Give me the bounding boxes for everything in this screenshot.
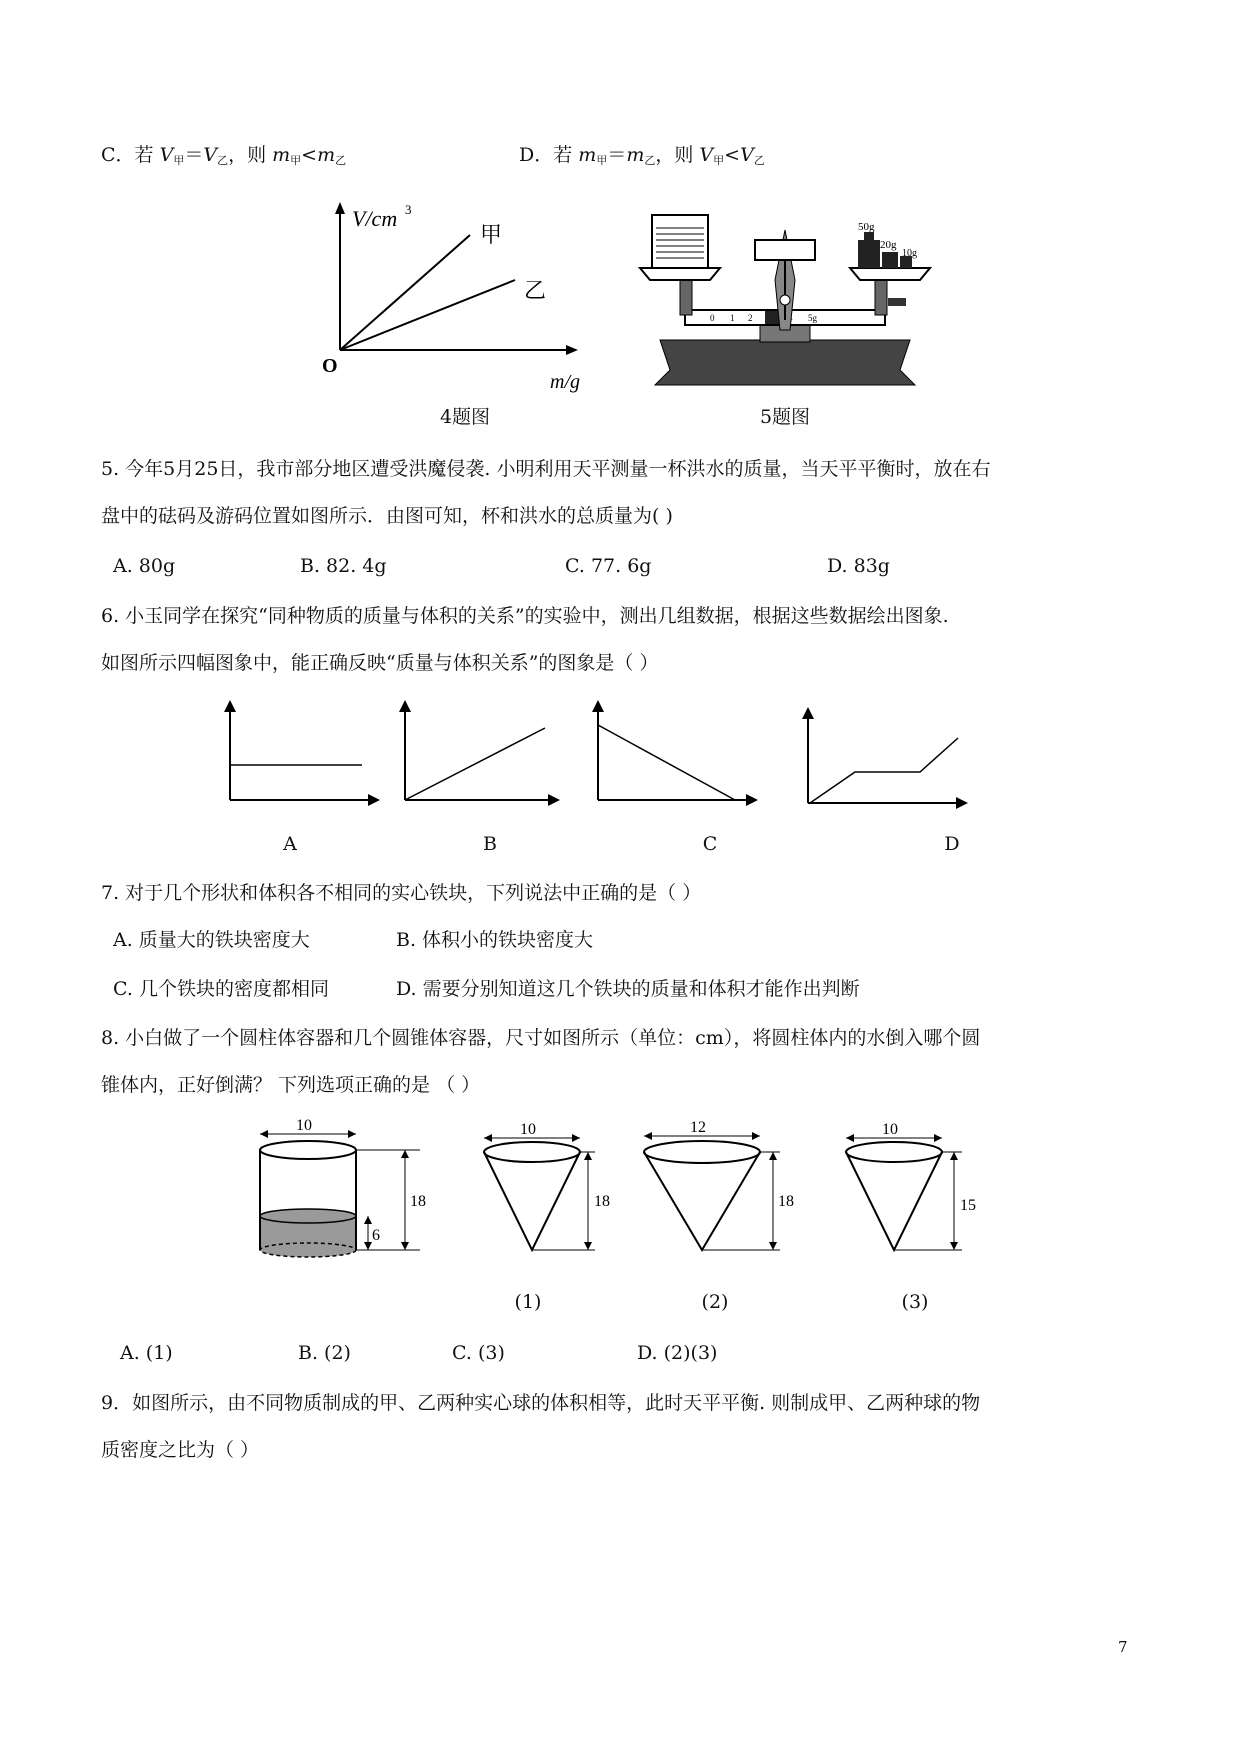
svg-text:1: 1	[730, 313, 735, 323]
fig5-weight-50g: 50g	[858, 221, 875, 233]
q4-option-d: D．若 $m_甲=m_乙$，则 $V_甲<V_乙$	[519, 144, 765, 167]
q5-option-c: C. 77. 6g	[565, 555, 652, 577]
fig5-balance	[640, 220, 930, 395]
q5-line1: 5. 今年5月25日，我市部分地区遭受洪魔侵袭. 小明利用天平测量一杯洪水的质量，当天平平衡时，放在右	[101, 458, 991, 480]
fig4-jia-label: 甲	[480, 222, 503, 247]
q6-line2: 如图所示四幅图象中，能正确反映“质量与体积关系”的图象是（ ）	[101, 652, 659, 674]
q8-cone-3-label: (3)	[901, 1291, 929, 1313]
q8-option-b: B. (2)	[298, 1342, 351, 1364]
q6-graph-b	[399, 700, 560, 806]
q8-cone-3-height: 15	[960, 1197, 976, 1214]
q5-line2: 盘中的砝码及游码位置如图所示．由图可知，杯和洪水的总质量为( )	[101, 505, 673, 527]
q6-graphs	[220, 700, 990, 815]
q8-cylinder-height: 18	[410, 1193, 426, 1210]
q7-line1: 7. 对于几个形状和体积各不相同的实心铁块，下列说法中正确的是（ ）	[101, 882, 702, 904]
q8-option-c: C. (3)	[452, 1342, 505, 1364]
fig4-x-label: m/g	[550, 371, 580, 393]
q6-label-c: C	[702, 833, 718, 855]
q6-label-a: A	[283, 833, 297, 855]
svg-text:0: 0	[710, 313, 715, 323]
fig4-line-jia	[340, 235, 470, 350]
q8-cone-2-label: (2)	[701, 1291, 729, 1313]
q5-option-b: B. 82. 4g	[300, 555, 387, 577]
q8-cone-2	[644, 1119, 794, 1250]
q5-option-d: D. 83g	[827, 555, 890, 577]
svg-text:2: 2	[748, 313, 753, 323]
q8-line1: 8. 小白做了一个圆柱体容器和几个圆锥体容器，尺寸如图所示（单位：cm），将圆柱体内的水倒入哪个圆	[101, 1027, 981, 1049]
q6-graph-c	[592, 700, 758, 806]
q7-option-a: A. 质量大的铁块密度大	[113, 929, 310, 951]
page-number: 7	[1118, 1638, 1128, 1656]
fig5-caption: 5题图	[759, 406, 811, 428]
q5-option-a: A. 80g	[113, 555, 176, 577]
q6-graph-a	[224, 700, 380, 806]
fig4-origin: O	[322, 355, 338, 377]
q9-line2: 质密度之比为（ ）	[101, 1439, 260, 1461]
q8-cylinder	[260, 1117, 426, 1257]
fig4-caption: 4题图	[439, 406, 491, 428]
q8-cone-3-diameter: 10	[882, 1121, 898, 1138]
q8-option-d: D. (2)(3)	[637, 1342, 718, 1364]
q8-cone-3	[846, 1121, 976, 1250]
q8-cone-1-label: (1)	[514, 1291, 542, 1313]
q8-line2: 锥体内，正好倒满？ 下列选项正确的是 （ ）	[101, 1074, 481, 1096]
fig4-yi-label: 乙	[524, 278, 547, 303]
fig5-weight-20g: 20g	[880, 239, 897, 251]
q6-label-d: D	[944, 833, 960, 855]
fig4-graph	[320, 200, 600, 400]
q8-cone-1-height: 18	[594, 1193, 610, 1210]
q8-cylinder-diameter: 10	[296, 1117, 312, 1134]
q7-option-d: D. 需要分别知道这几个铁块的质量和体积才能作出判断	[396, 978, 860, 1000]
q8-cone-1-diameter: 10	[520, 1121, 536, 1138]
fig4-y-label: V/cm	[352, 206, 398, 231]
q8-cone-1	[484, 1121, 610, 1250]
q7-option-b: B. 体积小的铁块密度大	[396, 929, 594, 951]
q4-option-c: C．若 $V_甲=V_乙$，则 $m_甲<m_乙$	[101, 144, 347, 167]
q9-line1: 9．如图所示，由不同物质制成的甲、乙两种实心球的体积相等，此时天平平衡. 则制成甲、乙两种球的物	[101, 1392, 981, 1414]
q8-option-a: A. (1)	[120, 1342, 173, 1364]
q8-cone-2-diameter: 12	[690, 1119, 706, 1136]
fig4-line-yi	[340, 280, 515, 350]
fig4-y-exp: 3	[405, 202, 412, 217]
q7-option-c: C. 几个铁块的密度都相同	[113, 978, 329, 1000]
fig5-weight-10g: 10g	[902, 248, 917, 259]
q6-label-b: B	[483, 833, 497, 855]
q6-line1: 6. 小玉同学在探究“同种物质的质量与体积的关系”的实验中，测出几组数据，根据这些数据绘出图象.	[101, 605, 949, 627]
q6-graph-d	[802, 707, 968, 809]
svg-text:5g: 5g	[808, 313, 817, 323]
q8-containers	[250, 1117, 1010, 1270]
q8-cone-2-height: 18	[778, 1193, 794, 1210]
q8-cylinder-water: 6	[372, 1227, 380, 1244]
